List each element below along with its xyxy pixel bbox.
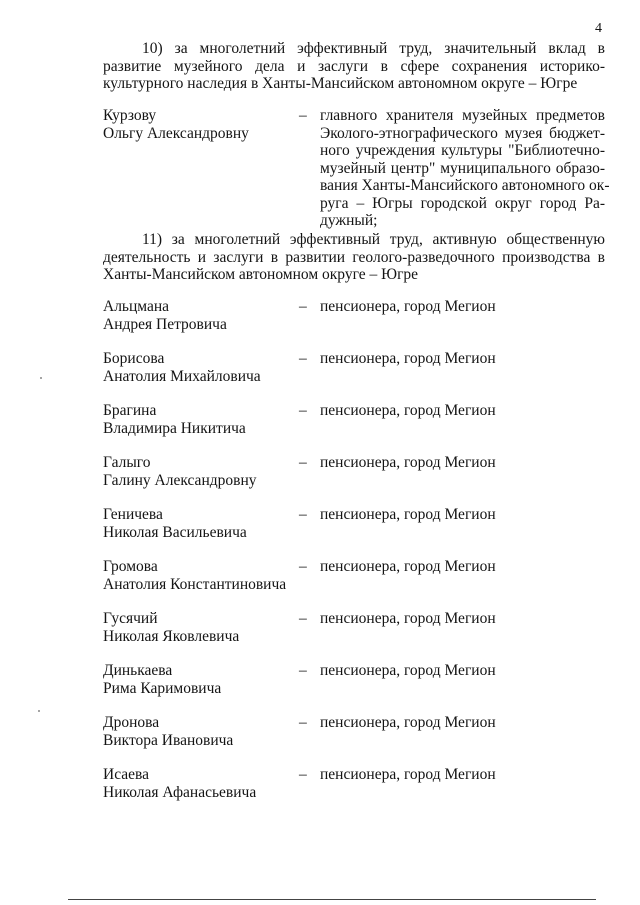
entry-dash: – <box>299 610 307 627</box>
recipient-given-names: Николая Васильевича <box>103 523 247 541</box>
recipient-surname: Галыго <box>103 454 151 471</box>
recipient-name <box>103 714 293 749</box>
position-line: музейный центр" муниципального образо- <box>320 159 605 177</box>
entry-dash: – <box>299 298 307 315</box>
entry-dash: – <box>299 350 307 367</box>
scan-speck <box>40 377 42 379</box>
recipient-position: пенсионера, город Мегион <box>320 766 496 783</box>
recipient-surname: Исаева <box>103 766 150 783</box>
recipient-position: пенсионера, город Мегион <box>320 662 496 679</box>
recipient-surname: Борисова <box>103 350 165 367</box>
recipient-given-names: Николая Афанасьевича <box>103 783 257 801</box>
recipient-name <box>103 107 293 142</box>
recipient-given-names: Анатолия Константиновича <box>103 575 287 593</box>
recipient-surname: Дронова <box>103 714 160 731</box>
recipient-name <box>103 298 293 333</box>
recipient-surname: Курзову <box>103 107 157 124</box>
recipient-name <box>103 662 293 697</box>
recipient-position: пенсионера, город Мегион <box>320 454 496 471</box>
entry-dash: – <box>299 662 307 679</box>
position-line: ного учреждения культуры "Библиотечно- <box>320 142 605 159</box>
recipient-surname: Геничева <box>103 506 163 523</box>
recipient-surname: Громова <box>103 558 158 575</box>
recipient-name <box>103 506 293 541</box>
page-bottom-edge <box>68 899 596 900</box>
recipient-position: пенсионера, город Мегион <box>320 350 496 367</box>
position-line: дужный; <box>320 212 378 229</box>
recipient-position: пенсионера, город Мегион <box>320 714 496 731</box>
recipient-given-names: Рима Каримовича <box>103 679 222 697</box>
recipient-position: пенсионера, город Мегион <box>320 558 496 575</box>
section-10-paragraph: 10) за многолетний эффективный труд, значительный вклад в развитие музейного дела и заслуги в сфере сохранения историко-культурного наследия в Ханты-Мансийском автономном округе – Югре <box>103 40 605 92</box>
recipient-given-names: Андрея Петровича <box>103 315 227 333</box>
recipient-position: пенсионера, город Мегион <box>320 506 496 523</box>
section-11-paragraph: 11) за многолетний эффективный труд, активную общественную деятельность и заслуги в развитии геолого-разведочного производства в Ханты-Мансийском автономном округе – Югре <box>103 231 605 283</box>
recipient-given-names: Виктора Ивановича <box>103 731 234 749</box>
position-line: вания Ханты-Мансийского автономного ок- <box>320 177 610 194</box>
recipient-position <box>320 107 610 230</box>
entry-dash: – <box>299 402 307 419</box>
recipient-name <box>103 402 293 437</box>
recipient-name <box>103 610 293 645</box>
recipient-position: пенсионера, город Мегион <box>320 298 496 315</box>
recipient-name <box>103 350 293 385</box>
recipient-position: пенсионера, город Мегион <box>320 402 496 419</box>
position-line: главного хранителя музейных предметов <box>320 107 605 124</box>
entry-dash: – <box>299 766 307 783</box>
recipient-given-names: Ольгу Александровну <box>103 124 249 142</box>
recipient-position: пенсионера, город Мегион <box>320 610 496 627</box>
position-line: руга – Югры городской округ город Ра- <box>320 194 605 212</box>
recipient-given-names: Галину Александровну <box>103 471 257 489</box>
recipient-surname: Брагина <box>103 402 157 419</box>
page-number: 4 <box>595 21 602 36</box>
entry-dash: – <box>299 558 307 575</box>
entry-dash: – <box>299 107 307 124</box>
recipient-name <box>103 766 293 801</box>
recipient-surname: Гусячий <box>103 610 158 627</box>
recipient-given-names: Анатолия Михайловича <box>103 367 261 385</box>
position-line: Эколого-этнографического музея бюджет- <box>320 124 605 142</box>
recipient-given-names: Николая Яковлевича <box>103 627 240 645</box>
recipient-name <box>103 454 293 489</box>
recipient-name <box>103 558 293 593</box>
entry-dash: – <box>299 714 307 731</box>
recipient-surname: Динькаева <box>103 662 173 679</box>
scan-speck <box>38 710 40 712</box>
recipient-surname: Альцмана <box>103 298 170 315</box>
entry-dash: – <box>299 454 307 471</box>
recipient-given-names: Владимира Никитича <box>103 419 246 437</box>
entry-dash: – <box>299 506 307 523</box>
